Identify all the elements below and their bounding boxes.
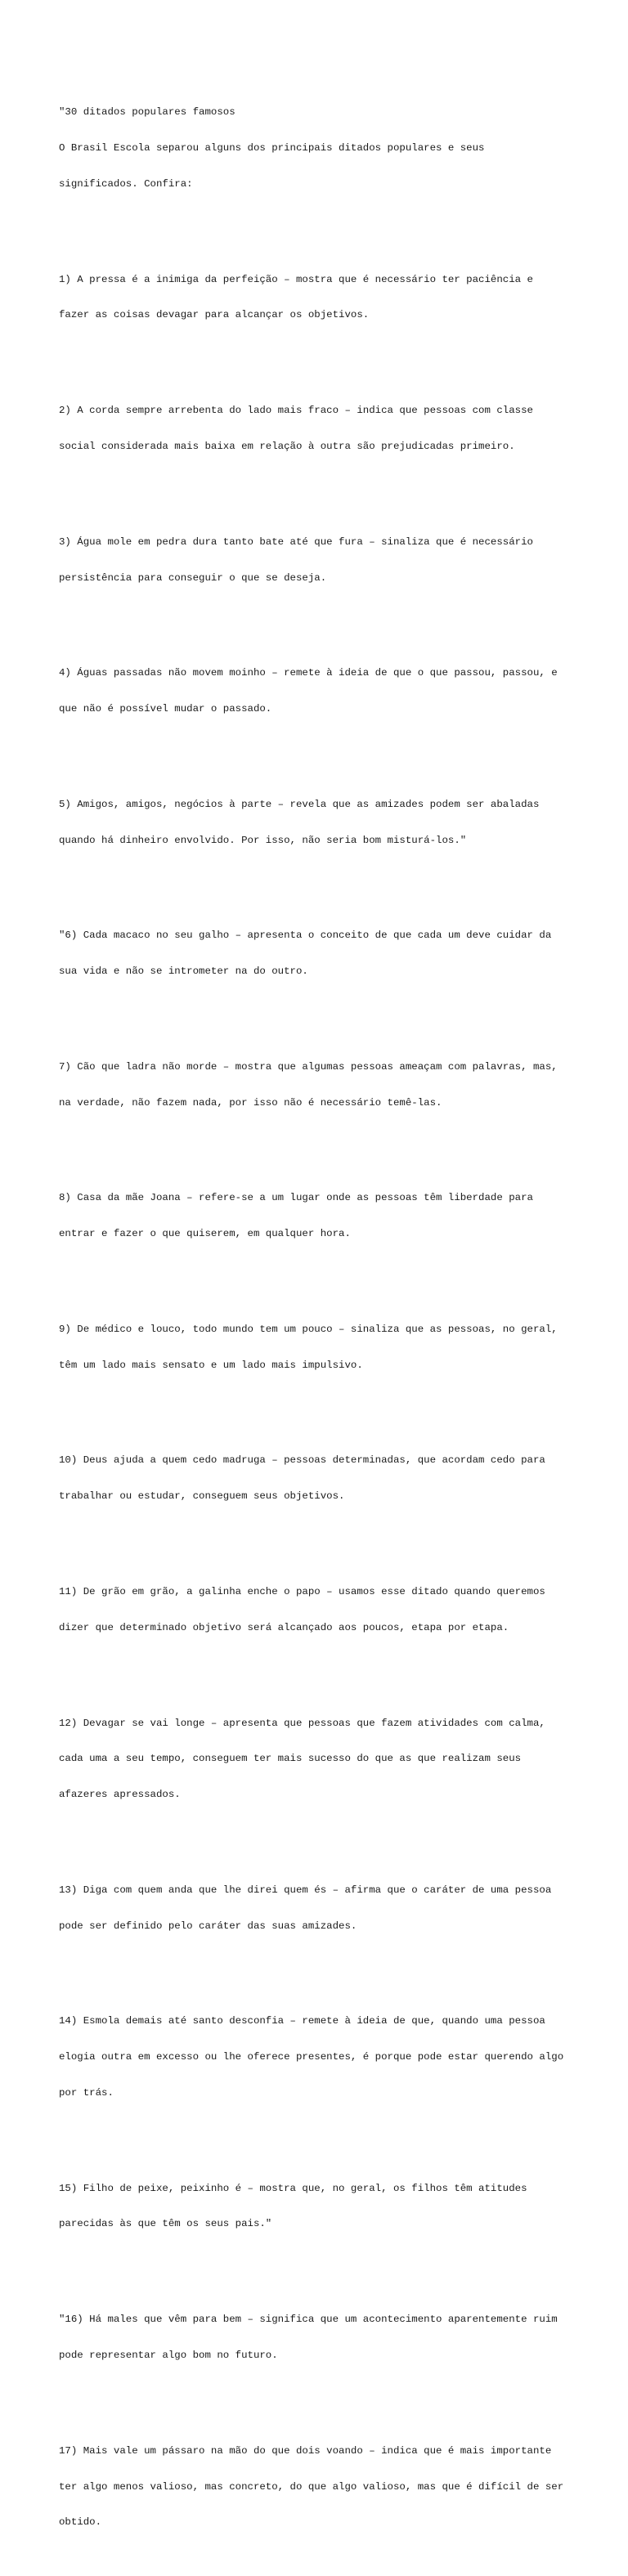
paragraph-saying-7 bbox=[59, 1037, 582, 1133]
paragraph-saying-4 bbox=[59, 643, 582, 739]
text-line: 7) Cão que ladra não morde – mostra que algumas pessoas ameaçam com palavras, mas, bbox=[59, 1060, 558, 1073]
text-line: persistência para conseguir o que se deseja. bbox=[59, 571, 327, 584]
paragraph-saying-13 bbox=[59, 1861, 582, 1956]
text-line: pode representar algo bom no futuro. bbox=[59, 2350, 278, 2361]
paragraph-saying-8 bbox=[59, 1168, 582, 1264]
text-line: afazeres apressados. bbox=[59, 1789, 181, 1801]
text-line: 5) Amigos, amigos, negócios à parte – revela que as amizades podem ser abaladas bbox=[59, 798, 540, 810]
text-line: dizer que determinado objetivo será alcançado aos poucos, etapa por etapa. bbox=[59, 1621, 509, 1633]
paragraph-saying-15 bbox=[59, 2159, 582, 2255]
text-line: cada uma a seu tempo, conseguem ter mais sucesso do que as que realizam seus bbox=[59, 1753, 522, 1765]
text-line: elogia outra em excesso ou lhe oferece presentes, é porque pode estar querendo algo bbox=[59, 2051, 564, 2063]
text-line: 9) De médico e louco, todo mundo tem um pouco – sinaliza que as pessoas, no geral, bbox=[59, 1323, 558, 1335]
text-line: quando há dinheiro envolvido. Por isso, não seria bom misturá-los." bbox=[59, 834, 467, 846]
paragraph-saying-11 bbox=[59, 1562, 582, 1658]
document-page bbox=[59, 59, 582, 2576]
text-line: significados. Confira: bbox=[59, 177, 193, 190]
paragraph-saying-12 bbox=[59, 1693, 582, 1825]
text-line: 11) De grão em grão, a galinha enche o papo – usamos esse ditado quando queremos bbox=[59, 1586, 545, 1597]
text-line: 1) A pressa é a inimiga da perfeição – mostra que é necessário ter paciência e bbox=[59, 273, 533, 285]
text-line: parecidas às que têm os seus pais." bbox=[59, 2218, 272, 2230]
text-line: pode ser definido pelo caráter das suas amizades. bbox=[59, 1920, 357, 1932]
paragraph-saying-9 bbox=[59, 1300, 582, 1396]
text-line: 10) Deus ajuda a quem cedo madruga – pessoas determinadas, que acordam cedo para bbox=[59, 1454, 545, 1467]
text-line: sua vida e não se intrometer na do outro. bbox=[59, 965, 308, 978]
text-line: 2) A corda sempre arrebenta do lado mais fraco – indica que pessoas com classe bbox=[59, 405, 533, 417]
text-line: 3) Água mole em pedra dura tanto bate até que fura – sinaliza que é necessário bbox=[59, 535, 533, 548]
text-line: 13) Diga com quem anda que lhe direi quem és – afirma que o caráter de uma pessoa bbox=[59, 1884, 552, 1896]
text-line: 15) Filho de peixe, peixinho é – mostra que, no geral, os filhos têm atitudes bbox=[59, 2182, 527, 2194]
text-line: "6) Cada macaco no seu galho – apresenta o conceito de que cada um deve cuidar da bbox=[59, 930, 552, 942]
text-line: na verdade, não fazem nada, por isso não é necessário temê-las. bbox=[59, 1096, 442, 1109]
text-line: que não é possível mudar o passado. bbox=[59, 703, 272, 715]
text-line: "16) Há males que vêm para bem – significa que um acontecimento aparentemente ruim bbox=[59, 2314, 558, 2326]
paragraph-saying-17 bbox=[59, 2421, 582, 2553]
text-line: têm um lado mais sensato e um lado mais impulsivo. bbox=[59, 1359, 363, 1371]
paragraph-intro bbox=[59, 83, 582, 214]
paragraph-saying-14 bbox=[59, 1991, 582, 2123]
paragraph-saying-6 bbox=[59, 906, 582, 1001]
text-line: "30 ditados populares famosos bbox=[59, 106, 236, 119]
paragraph-saying-16 bbox=[59, 2290, 582, 2386]
text-line: fazer as coisas devagar para alcançar os objetivos. bbox=[59, 309, 370, 321]
text-line: 12) Devagar se vai longe – apresenta que pessoas que fazem atividades com calma, bbox=[59, 1717, 545, 1729]
text-line: O Brasil Escola separou alguns dos principais ditados populares e seus bbox=[59, 142, 485, 155]
paragraph-saying-10 bbox=[59, 1431, 582, 1526]
text-line: 14) Esmola demais até santo desconfia – remete à ideia de que, quando uma pessoa bbox=[59, 2015, 545, 2027]
paragraph-saying-5 bbox=[59, 775, 582, 871]
text-line: social considerada mais baixa em relação à outra são prejudicadas primeiro. bbox=[59, 441, 515, 452]
text-line: trabalhar ou estudar, conseguem seus objetivos. bbox=[59, 1490, 345, 1503]
paragraph-saying-3 bbox=[59, 513, 582, 608]
text-line: por trás. bbox=[59, 2086, 114, 2099]
paragraph-saying-2 bbox=[59, 381, 582, 477]
text-line: 17) Mais vale um pássaro na mão do que dois voando – indica que é mais importante bbox=[59, 2444, 552, 2457]
text-line: 4) Águas passadas não movem moinho – remete à ideia de que o que passou, passou, e bbox=[59, 667, 558, 679]
text-line: ter algo menos valioso, mas concreto, do que algo valioso, mas que é difícil de ser bbox=[59, 2480, 564, 2493]
text-line: entrar e fazer o que quiserem, em qualquer hora. bbox=[59, 1228, 351, 1240]
paragraph-saying-1 bbox=[59, 250, 582, 346]
text-line: obtido. bbox=[59, 2516, 102, 2529]
text-line: 8) Casa da mãe Joana – refere-se a um lugar onde as pessoas têm liberdade para bbox=[59, 1192, 533, 1204]
